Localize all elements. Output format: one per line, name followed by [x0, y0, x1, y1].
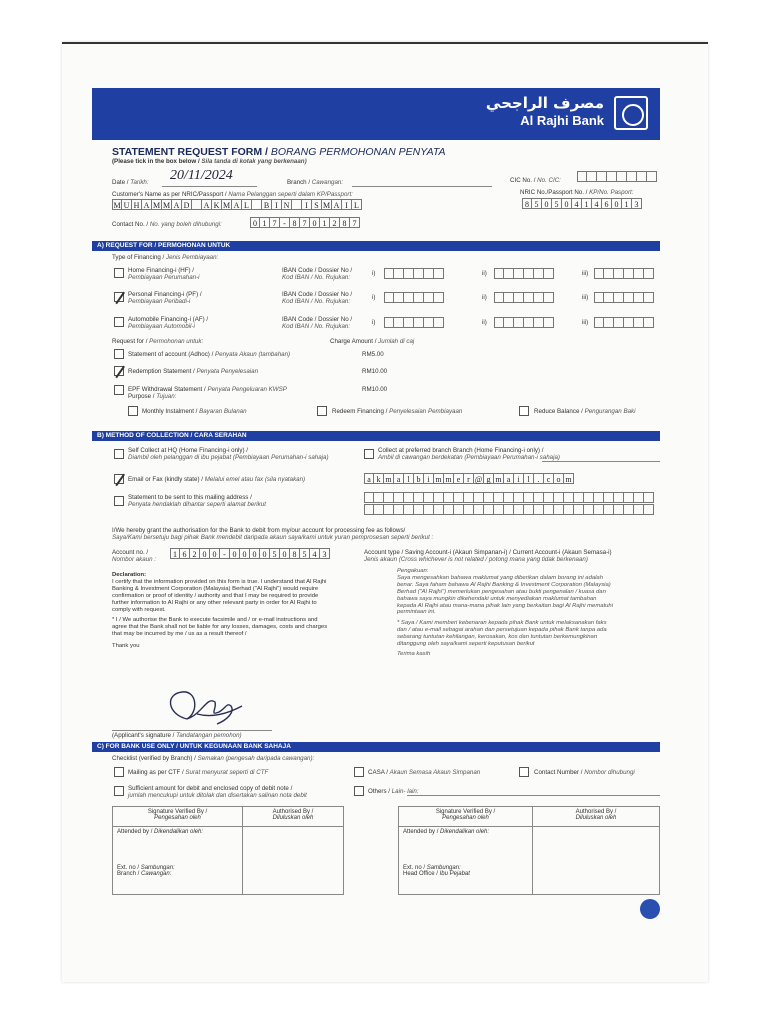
- name-char-box: I: [272, 199, 282, 210]
- address-row-input[interactable]: [364, 504, 654, 515]
- name-char-box: B: [262, 199, 272, 210]
- customer-name-input[interactable]: [112, 199, 362, 210]
- declaration-line-malay: benar. Saya faham bahawa Al Rajhi Banking & Investment Corporation (Malaysia): [397, 581, 611, 588]
- name-char-box: A: [332, 199, 342, 210]
- account-char-box: 6: [180, 548, 190, 559]
- declaration-line: agree that the Bank shall not be liable for any losses, damages, costs and charges: [112, 624, 328, 631]
- personal-financing-label: Personal Financing-i (PF) / Pembiayaan Peribadi-i: [128, 291, 202, 306]
- iban-index-label: i): [372, 270, 376, 277]
- name-char-box: K: [212, 199, 222, 210]
- name-char-box: S: [312, 199, 322, 210]
- declaration-line-malay: dan / atau e-mail sebagai arahan dan persetujuan kepada pihak Bank tanpa ada: [397, 627, 607, 634]
- email-char-box: m: [444, 473, 454, 484]
- contact-char-box: 0: [310, 217, 320, 228]
- account-char-box: 2: [190, 548, 200, 559]
- iban-index-label: iii): [582, 270, 589, 277]
- signature-label: (Applicant's signature / Tandatangan pemohon): [112, 732, 242, 739]
- nric-char-box: 0: [542, 198, 552, 209]
- email-char-box: m: [494, 473, 504, 484]
- epf-statement-label: EPF Withdrawal Statement / Penyata Pengeluaran KWSP Purpose / Tujuan:: [128, 386, 287, 401]
- iban-input[interactable]: [594, 317, 654, 328]
- mailing-address-checkbox[interactable]: [114, 496, 124, 506]
- email-char-box: a: [364, 473, 374, 484]
- email-char-box: l: [404, 473, 414, 484]
- date-value[interactable]: 20/11/2024: [170, 168, 233, 183]
- name-char-box: L: [352, 199, 362, 210]
- epf-statement-checkbox[interactable]: [114, 385, 124, 395]
- address-row-input[interactable]: [364, 492, 654, 503]
- name-char-box: [292, 199, 302, 210]
- nric-char-box: 0: [562, 198, 572, 209]
- mailing-ctf-label: Mailing as per CTF / Surat menyurat seperti di CTF: [128, 769, 269, 776]
- declaration-english: Declaration: I certify that the information provided on this form is true. I understand that Al Rajhi Banking & Investment Corporation (Malaysia) Berhad ("Al Rajhi") would require confirmation or proof of identity / authority and that I may be required to provide further information to Al Rajhi or any other relevant party in order for Al Rajhi to comply with request. * I / We authorise the Bank to execute facsimile and / or e-mail instructions and agree that the Bank shall not be liable for any losses, damages, costs and charges that may be incurred by me / us as a result thereof / Thank you: [112, 572, 328, 650]
- account-char-box: 0: [210, 548, 220, 559]
- email-char-box: i: [424, 473, 434, 484]
- email-char-box: m: [384, 473, 394, 484]
- statement-adhoc-checkbox[interactable]: [114, 349, 124, 359]
- account-char-box: 5: [270, 548, 280, 559]
- nric-char-box: 4: [572, 198, 582, 209]
- authorisation-text: I/We hereby grant the authorisation for the Bank to debit from my/our account for processing fee as follows/ Saya/Kami bersetuju bagi pihak Bank mendebit daripada akaun saya/kami untuk yuran pemprosesan seperti berikut :: [112, 527, 434, 542]
- form-instruction: (Please tick in the box below / Sila tanda di kotak yang berkenaan): [112, 158, 307, 165]
- account-no-input[interactable]: [170, 548, 330, 559]
- iban-index-label: ii): [482, 319, 487, 326]
- iban-label-3: IBAN Code / Dossier No / Kod IBAN / No. Rujukan:: [282, 316, 353, 331]
- declaration-line: * I / We authorise the Bank to execute facsimile and / or e-mail instructions and: [112, 617, 318, 624]
- applicant-signature-image: [157, 684, 247, 734]
- name-char-box: U: [122, 199, 132, 210]
- name-char-box: M: [162, 201, 171, 210]
- declaration-line-malay: sebarang tuntutan kehilangan, kerosakan, kos dan tuntutan berkemungkinan: [397, 634, 598, 641]
- contact-char-box: -: [280, 217, 290, 228]
- declaration-line: that may be incurred by me / us as a result thereof /: [112, 631, 247, 638]
- name-char-box: [252, 199, 262, 210]
- redemption-statement-amount: RM10.00: [362, 368, 388, 375]
- email-char-box: r: [464, 473, 474, 484]
- nric-char-box: 0: [612, 198, 622, 209]
- financing-type-label: Type of Financing / Jenis Pembiayaan:: [112, 254, 219, 261]
- reduce-balance-label: Reduce Balance / Pengurangan Baki: [534, 408, 636, 415]
- declaration-line: confirmation or proof of identity / authority and that I may be required to provide: [112, 592, 319, 599]
- others-label: Others / Lain- lain:: [368, 788, 419, 795]
- account-char-box: 4: [310, 548, 320, 559]
- contact-label: Contact No. / No. yang boleh dihubungi:: [112, 221, 222, 228]
- contact-char-box: 7: [270, 217, 280, 228]
- contact-char-box: 2: [330, 217, 340, 228]
- branch-approval-table: Signature Verified By / Pengesahan oleh Authorised By / Diluluskan oleh Attended by / Dikendalikan oleh: Ext. no / Sambungan: Branch / Cawangan:: [112, 806, 344, 895]
- name-char-box: D: [182, 199, 192, 210]
- account-char-box: 5: [300, 548, 310, 559]
- nric-char-box: 4: [592, 198, 602, 209]
- iban-label-2: IBAN Code / Dossier No / Kod IBAN / No. Rujukan:: [282, 291, 353, 306]
- account-char-box: 0: [200, 548, 210, 559]
- name-char-box: M: [222, 201, 231, 210]
- monthly-instalment-checkbox[interactable]: [128, 406, 138, 416]
- bank-name-arabic: مصرف الراجحي: [485, 94, 604, 112]
- name-char-box: M: [152, 201, 161, 210]
- iban-input[interactable]: [384, 268, 444, 279]
- redeem-financing-label: Redeem Financing / Penyelesaian Pembiayaan: [332, 408, 463, 415]
- iban-input[interactable]: [594, 292, 654, 303]
- reduce-balance-checkbox[interactable]: [519, 406, 529, 416]
- iban-input[interactable]: [494, 268, 554, 279]
- contact-char-box: 8: [290, 217, 300, 228]
- declaration-line-malay: bahawa saya mungkin dikehendaki untuk menyediakan maklumat tambahan: [397, 595, 597, 602]
- bank-banner: [92, 88, 660, 140]
- email-char-box: .: [534, 473, 544, 484]
- monthly-instalment-label: Monthly Instalment / Bayaran Bulanan: [142, 408, 247, 415]
- others-checkbox[interactable]: [354, 786, 364, 796]
- name-char-box: A: [202, 199, 212, 210]
- account-char-box: 1: [170, 548, 180, 559]
- declaration-line-malay: * Saya / Kami memberi kebenaran kepada pihak Bank untuk melaksanakan faks: [397, 620, 607, 627]
- name-char-box: A: [142, 199, 152, 210]
- email-char-box: a: [394, 473, 404, 484]
- automobile-financing-label: Automobile Financing-i (AF) / Pembiayaan Automobil-i: [128, 316, 209, 331]
- account-char-box: -: [220, 548, 230, 559]
- self-collect-checkbox[interactable]: [114, 449, 124, 459]
- nric-char-box: 8: [522, 198, 532, 209]
- contact-input[interactable]: [250, 217, 360, 228]
- account-type-label: Account type / Saving Account-i (Akaun Simpanan-i) / Current Account-i (Akaun Semasa-i) Jenis akaun (Cross whichever is not related / potong mana yang tidak berkenaan): [364, 549, 612, 564]
- contact-char-box: 1: [320, 217, 330, 228]
- nric-char-box: 3: [632, 198, 642, 209]
- declaration-line-malay: Terima kasih: [397, 650, 431, 657]
- email-fax-checkbox[interactable]: [114, 474, 124, 484]
- account-char-box: 0: [230, 548, 240, 559]
- casa-checkbox[interactable]: [354, 767, 364, 777]
- automobile-financing-checkbox[interactable]: [114, 317, 124, 327]
- redemption-statement-checkbox[interactable]: [114, 366, 124, 376]
- casa-label: CASA / Akaun Semasa Akaun Simpanan: [368, 769, 481, 776]
- declaration-malay: Pengakuan: Saya mengesahkan bahawa maklumat yang diberikan dalam borang ini adalah benar. Saya faham bahawa Al Rajhi Banking & Investment Corporation (Malaysia) Berhad ("Al Rajhi") memerlukan pengesahan atau bukti pengenalan / kuasa dan bahawa saya mungkin dikehendaki untuk menyediakan maklumat tambahan kepada Al Rajhi atau mana-mana pihak lain yang berkaitan bagi Al Rajhi mematuhi permintaan ini. * Saya / Kami memberi kebenaran kepada pihak Bank untuk melaksanakan faks dan / atau e-mail sebagai arahan dan persetujuan kepada pihak Bank tanpa ada sebarang tuntutan kehilangan, kerosakan, kos dan tuntutan berkemungkinan ditanggung oleh saya/kami seperti keputusan berikut Terima kasih: [397, 568, 614, 657]
- mailing-address-label: Statement to be sent to this mailing address / Penyata hendaklah dihantar seperti alamat berikut: [128, 494, 266, 509]
- form-title: STATEMENT REQUEST FORM / BORANG PERMOHONAN PENYATA: [112, 146, 446, 158]
- bank-name-english: Al Rajhi Bank: [520, 113, 604, 128]
- nric-char-box: 6: [602, 198, 612, 209]
- statement-adhoc-amount: RM5.00: [362, 351, 384, 358]
- declaration-line: Banking & Investment Corporation (Malaysia) Berhad ("Al Rajhi") would require: [112, 585, 319, 592]
- declaration-line: I certify that the information provided on this form is true. I understand that Al Rajhi: [112, 578, 327, 585]
- contact-char-box: 7: [350, 217, 360, 228]
- epf-statement-amount: RM10.00: [362, 386, 388, 393]
- email-char-box: m: [564, 473, 574, 484]
- redeem-financing-checkbox[interactable]: [317, 406, 327, 416]
- iban-index-label: ii): [482, 270, 487, 277]
- iban-index-label: i): [372, 294, 376, 301]
- request-for-label: Request for / Permohonan untuk:: [112, 338, 204, 345]
- email-char-box: b: [414, 473, 424, 484]
- sufficient-amount-label: Sufficient amount for debit and enclosed copy of debit note / jumlah mencukupi untuk ditolak dan disertakan salinan nota debit: [128, 785, 307, 800]
- contact-char-box: 8: [340, 217, 350, 228]
- nric-char-box: 5: [532, 198, 542, 209]
- iban-index-label: ii): [482, 294, 487, 301]
- nric-label: NRIC No./Passport No. / KP/No. Pasport:: [520, 189, 634, 196]
- section-b-header: B) METHOD OF COLLECTION / CARA SERAHAN: [92, 431, 660, 441]
- email-char-box: @: [474, 475, 483, 484]
- name-char-box: A: [172, 199, 182, 210]
- section-a-header: A) REQUEST FOR / PERMOHONAN UNTUK: [92, 241, 660, 251]
- iban-input[interactable]: [384, 292, 444, 303]
- name-char-box: A: [232, 199, 242, 210]
- name-char-box: N: [282, 199, 292, 210]
- email-char-box: c: [544, 473, 554, 484]
- nric-char-box: 1: [582, 198, 592, 209]
- declaration-line: comply with request.: [112, 606, 166, 613]
- name-label: Customer's Name as per NRIC/Passport / Nama Pelanggan seperti dalam KP/Passport:: [112, 191, 353, 198]
- checklist-label: Checklist (verified by Branch) / Semakan (pengesah daripada cawangan):: [112, 755, 315, 762]
- date-label: Date / Tarikh:: [112, 179, 149, 186]
- declaration-line: Thank you: [112, 643, 140, 650]
- declaration-line-malay: permintaan ini.: [397, 609, 436, 616]
- iban-label-1: IBAN Code / Dossier No / Kod IBAN / No. Rujukan:: [282, 267, 353, 282]
- email-char-box: m: [434, 473, 444, 484]
- nric-char-box: 5: [552, 198, 562, 209]
- charge-amount-label: Charge Amount / Jumlah di caj: [330, 338, 415, 345]
- email-char-box: g: [484, 473, 494, 484]
- home-financing-label: Home Financing-i (HF) / Pembiayaan Perumahan-i: [128, 267, 200, 282]
- iban-index-label: iii): [582, 294, 589, 301]
- statement-adhoc-label: Statement of account (Adhoc) / Penyata Akaun (tambahan): [128, 351, 291, 358]
- self-collect-label: Self Collect at HQ (Home Financing-i only) / Diambil oleh pelanggan di ibu pejabat (Pembiayaan Perumahan-i sahaja): [128, 447, 329, 462]
- cic-input[interactable]: [577, 171, 657, 182]
- name-char-box: [192, 199, 202, 210]
- contact-char-box: 0: [250, 217, 260, 228]
- branch-label: Branch / Cawangan:: [287, 179, 344, 186]
- mailing-ctf-checkbox[interactable]: [114, 767, 124, 777]
- iban-input[interactable]: [494, 292, 554, 303]
- contact-number-label: Contact Number / Nombor dihubungi: [534, 769, 635, 776]
- branch-collect-label: Collect at preferred branch Branch (Home Financing-i only) / Ambil di cawangan berdekatan (Pembiayaan Perumahan-i sahaja): [378, 447, 560, 462]
- account-char-box: 0: [280, 548, 290, 559]
- name-char-box: H: [132, 199, 142, 210]
- hq-approval-table: Signature Verified By / Pengesahan oleh Authorised By / Diluluskan oleh Attended by / Dikendalikan oleh: Ext. no / Sambungan: Head Office / Ibu Pejabat: [398, 806, 660, 895]
- form-paper: [62, 42, 708, 982]
- iban-index-label: iii): [582, 319, 589, 326]
- declaration-line-malay: kepada Al Rajhi atau mana-mana pihak lain yang berkaitan bagi Al Rajhi mematuhi: [397, 602, 614, 609]
- email-char-box: k: [374, 473, 384, 484]
- email-char-box: e: [454, 473, 464, 484]
- name-char-box: I: [302, 199, 312, 210]
- iban-input[interactable]: [494, 317, 554, 328]
- name-char-box: M: [113, 201, 121, 210]
- email-char-box: a: [504, 473, 514, 484]
- name-char-box: M: [322, 201, 331, 210]
- name-char-box: I: [342, 199, 352, 210]
- contact-number-checkbox[interactable]: [519, 767, 529, 777]
- contact-char-box: 7: [300, 217, 310, 228]
- declaration-line-malay: ditanggung oleh saya/kami seperti keputusan berikut: [397, 641, 535, 648]
- home-financing-checkbox[interactable]: [114, 268, 124, 278]
- section-c-header: C) FOR BANK USE ONLY / UNTUK KEGUNAAN BANK SAHAJA: [92, 742, 660, 752]
- name-char-box: L: [242, 199, 252, 210]
- email-char-box: l: [524, 473, 534, 484]
- account-char-box: 3: [320, 548, 330, 559]
- personal-financing-checkbox[interactable]: [114, 292, 124, 302]
- contact-char-box: 1: [260, 217, 270, 228]
- branch-collect-checkbox[interactable]: [364, 449, 374, 459]
- account-char-box: 0: [250, 548, 260, 559]
- email-char-box: o: [554, 473, 564, 484]
- redemption-statement-label: Redemption Statement / Penyata Penyelesaian: [128, 368, 259, 375]
- email-fax-label: Email or Fax (kindly state) / Melalui emel atau fax (sila nyatakan): [128, 476, 306, 483]
- footer-badge-icon: [640, 899, 660, 919]
- email-input[interactable]: [364, 473, 574, 484]
- iban-input[interactable]: [384, 317, 444, 328]
- declaration-line: further information to Al Rajhi or any other relevant party in order for Al Rajhi to: [112, 599, 317, 606]
- account-char-box: 8: [290, 548, 300, 559]
- iban-index-label: i): [372, 319, 376, 326]
- account-char-box: 0: [240, 548, 250, 559]
- account-char-box: 0: [260, 548, 270, 559]
- nric-input[interactable]: [522, 198, 642, 209]
- declaration-line-malay: Berhad ("Al Rajhi") memerlukan pengesahan atau bukti pengenalan / kuasa dan: [397, 588, 606, 595]
- sufficient-amount-checkbox[interactable]: [114, 786, 124, 796]
- email-char-box: i: [514, 473, 524, 484]
- nric-char-box: 1: [622, 198, 632, 209]
- declaration-line-malay: Saya mengesahkan bahawa maklumat yang diberikan dalam borang ini adalah: [397, 574, 603, 581]
- cic-label: CIC No. / No. CIC:: [510, 177, 561, 184]
- iban-input[interactable]: [594, 268, 654, 279]
- bank-logo-icon: [614, 96, 648, 130]
- account-no-label: Account no. / Nombor akaun :: [112, 549, 157, 564]
